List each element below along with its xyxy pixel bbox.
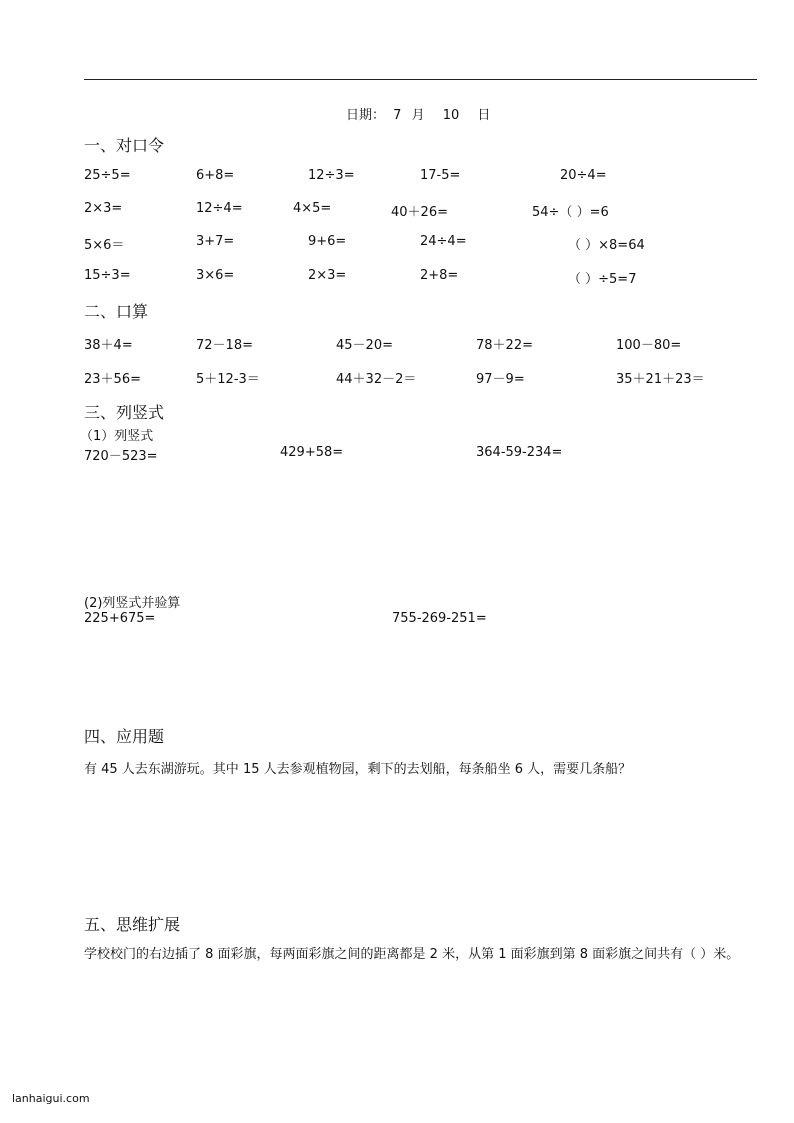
- problem: 9+6=: [308, 234, 347, 249]
- date-line: [346, 104, 490, 123]
- problem: 25÷5=: [84, 168, 131, 183]
- s2-row-2: [84, 368, 764, 386]
- problem: 45－20=: [336, 338, 393, 353]
- s2-row-1: [84, 334, 764, 352]
- date-day-unit: 日: [477, 108, 491, 123]
- problem: 97－9=: [476, 372, 525, 387]
- problem: 24÷4=: [420, 234, 467, 249]
- problem: 38＋4=: [84, 338, 133, 353]
- section-5-title: 五、思维扩展: [84, 915, 181, 934]
- problem: 2×3=: [84, 201, 123, 216]
- problem: 5＋12-3＝: [196, 372, 260, 387]
- problem: 6+8=: [196, 168, 235, 183]
- s1-row-1: [84, 168, 764, 186]
- problem: 4×5=: [293, 201, 332, 216]
- problem: 78＋22=: [476, 338, 533, 353]
- problem: 100－80=: [616, 338, 682, 353]
- problem: 2+8=: [420, 268, 459, 283]
- problem: 429+58=: [280, 445, 344, 460]
- problem: 40＋26=: [391, 205, 448, 220]
- section-4-title: 四、应用题: [84, 727, 165, 746]
- s3-part2-row: [84, 611, 764, 629]
- section-1-title: 一、对口令: [84, 136, 165, 155]
- problem: 35＋21＋23＝: [616, 372, 705, 387]
- problem: 44＋32－2＝: [336, 372, 417, 387]
- problem: 12÷3=: [308, 168, 355, 183]
- problem: （ ）×8=64: [568, 238, 645, 253]
- s1-row-2: [84, 201, 764, 219]
- s1-row-3: [84, 234, 764, 252]
- date-label: 日期：: [346, 108, 386, 123]
- s3-part1-row: [84, 445, 764, 463]
- problem: 2×3=: [308, 268, 347, 283]
- problem: 755-269-251=: [392, 611, 487, 626]
- section-3-title: 三、列竖式: [84, 403, 165, 422]
- date-day: 10: [442, 108, 460, 123]
- word-problem-text: 有 45 人去东湖游玩。其中 15 人去参观植物园，剩下的去划船，每条船坐 6 人，需要几条船？: [84, 762, 632, 777]
- problem: 12÷4=: [196, 201, 243, 216]
- date-month: 7: [393, 108, 402, 123]
- problem: 20÷4=: [560, 168, 607, 183]
- s3-part1-label: （1）列竖式: [80, 429, 154, 444]
- header-rule: [84, 79, 757, 80]
- problem: 364-59-234=: [476, 445, 563, 460]
- site-watermark: lanhaigui.com: [12, 1092, 90, 1105]
- s3-part2-label: (2)列竖式并验算: [84, 596, 181, 611]
- problem: 15÷3=: [84, 268, 131, 283]
- problem: 3×6=: [196, 268, 235, 283]
- problem: 17-5=: [420, 168, 461, 183]
- problem: 23＋56=: [84, 372, 141, 387]
- problem: 3+7=: [196, 234, 235, 249]
- problem: 54÷（ ）=6: [532, 205, 609, 220]
- problem: 720－523=: [84, 449, 158, 464]
- s1-row-4: [84, 268, 764, 286]
- problem: 5×6＝: [84, 238, 125, 253]
- problem: 72－18=: [196, 338, 253, 353]
- problem: （ ）÷5=7: [568, 272, 637, 287]
- thinking-problem-text: 学校校门的右边插了 8 面彩旗，每两面彩旗之间的距离都是 2 米，从第 1 面彩旗到第 8 面彩旗之间共有（ ）米。: [84, 947, 740, 962]
- problem: 225+675=: [84, 611, 156, 626]
- date-month-unit: 月: [411, 108, 425, 123]
- section-2-title: 二、口算: [84, 302, 149, 321]
